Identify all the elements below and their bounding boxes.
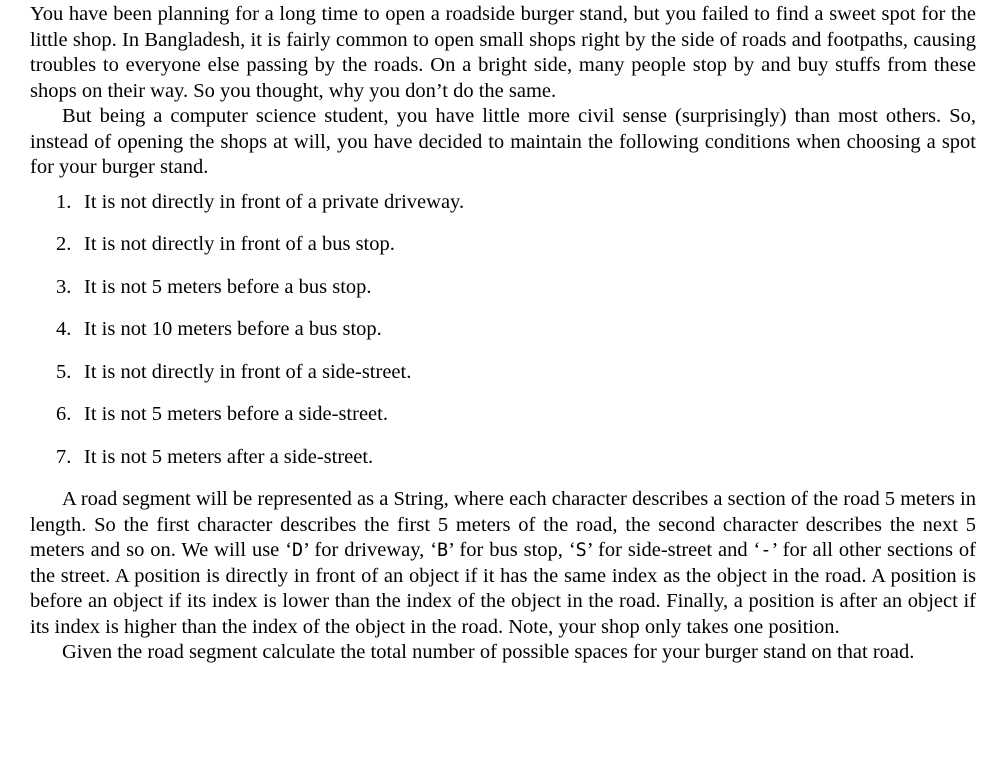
condition-item-4 xyxy=(30,317,976,343)
condition-number: 6. xyxy=(56,403,72,425)
intro-paragraph: You have been planning for a long time to open a roadside burger stand, but you failed to find a sweet spot for the little shop. In Bangladesh, it is fairly common to open small shops right by the side of roads and footpaths, causing troubles to everyone else passing by the roads. On a bright side, many people stop by and buy stuffs from these shops on their way. So you thought, why you don’t do the same. xyxy=(30,3,976,102)
text-segment: ’ for side-street and ‘ xyxy=(586,539,761,561)
condition-text: It is not 5 meters before a side-street. xyxy=(84,403,388,425)
conditions-list xyxy=(30,190,976,471)
condition-text: It is not directly in front of a side-street. xyxy=(84,360,412,383)
code-character: - xyxy=(760,540,772,561)
condition-text: It is not 10 meters before a bus stop. xyxy=(84,318,382,340)
road-format-paragraph xyxy=(30,487,976,640)
condition-number: 7. xyxy=(56,445,72,468)
code-character: B xyxy=(437,540,449,561)
condition-item-7 xyxy=(30,445,976,471)
condition-number: 3. xyxy=(56,275,72,298)
text-segment: ’ for bus stop, ‘ xyxy=(448,539,576,561)
condition-text: It is not directly in front of a bus stop. xyxy=(84,233,395,255)
condition-number: 5. xyxy=(56,360,72,383)
task-paragraph: Given the road segment calculate the total number of possible spaces for your burger stand on that road. xyxy=(62,641,915,663)
condition-item-2 xyxy=(30,232,976,258)
conditions-intro-paragraph: But being a computer science student, you have little more civil sense (surprisingly) than most others. So, instead of opening the shops at will, you have decided to maintain the following conditions when choosing a spot for your burger stand. xyxy=(30,105,976,178)
condition-number: 1. xyxy=(56,190,72,213)
condition-number: 2. xyxy=(56,233,72,255)
condition-number: 4. xyxy=(56,318,72,340)
text-segment: ’ for all other sections of the street. A position is directly in front of an object if it has the same index as the object in the road. A position is before an object if its index is lower than the index of the object in the road. Finally, a position is after an object if its index is higher than the index of the object in the road. Note, your shop only takes one position. xyxy=(30,539,977,638)
condition-text: It is not directly in front of a private driveway. xyxy=(84,190,465,213)
text-segment: ’ for driveway, ‘ xyxy=(303,539,438,561)
condition-text: It is not 5 meters before a bus stop. xyxy=(84,275,372,298)
condition-item-3 xyxy=(30,275,976,301)
code-character: S xyxy=(575,540,587,561)
code-character: D xyxy=(292,540,304,561)
condition-text: It is not 5 meters after a side-street. xyxy=(84,445,374,468)
condition-item-5 xyxy=(30,360,976,386)
text-segment: A road segment will be represented as a String, where each character describes a section of the road 5 meters in length. So the first character describes the first 5 meters of the road, the second character describes the next 5 meters and so on. We will use ‘ xyxy=(30,488,976,561)
condition-item-1 xyxy=(30,190,976,216)
condition-item-6 xyxy=(30,402,976,428)
